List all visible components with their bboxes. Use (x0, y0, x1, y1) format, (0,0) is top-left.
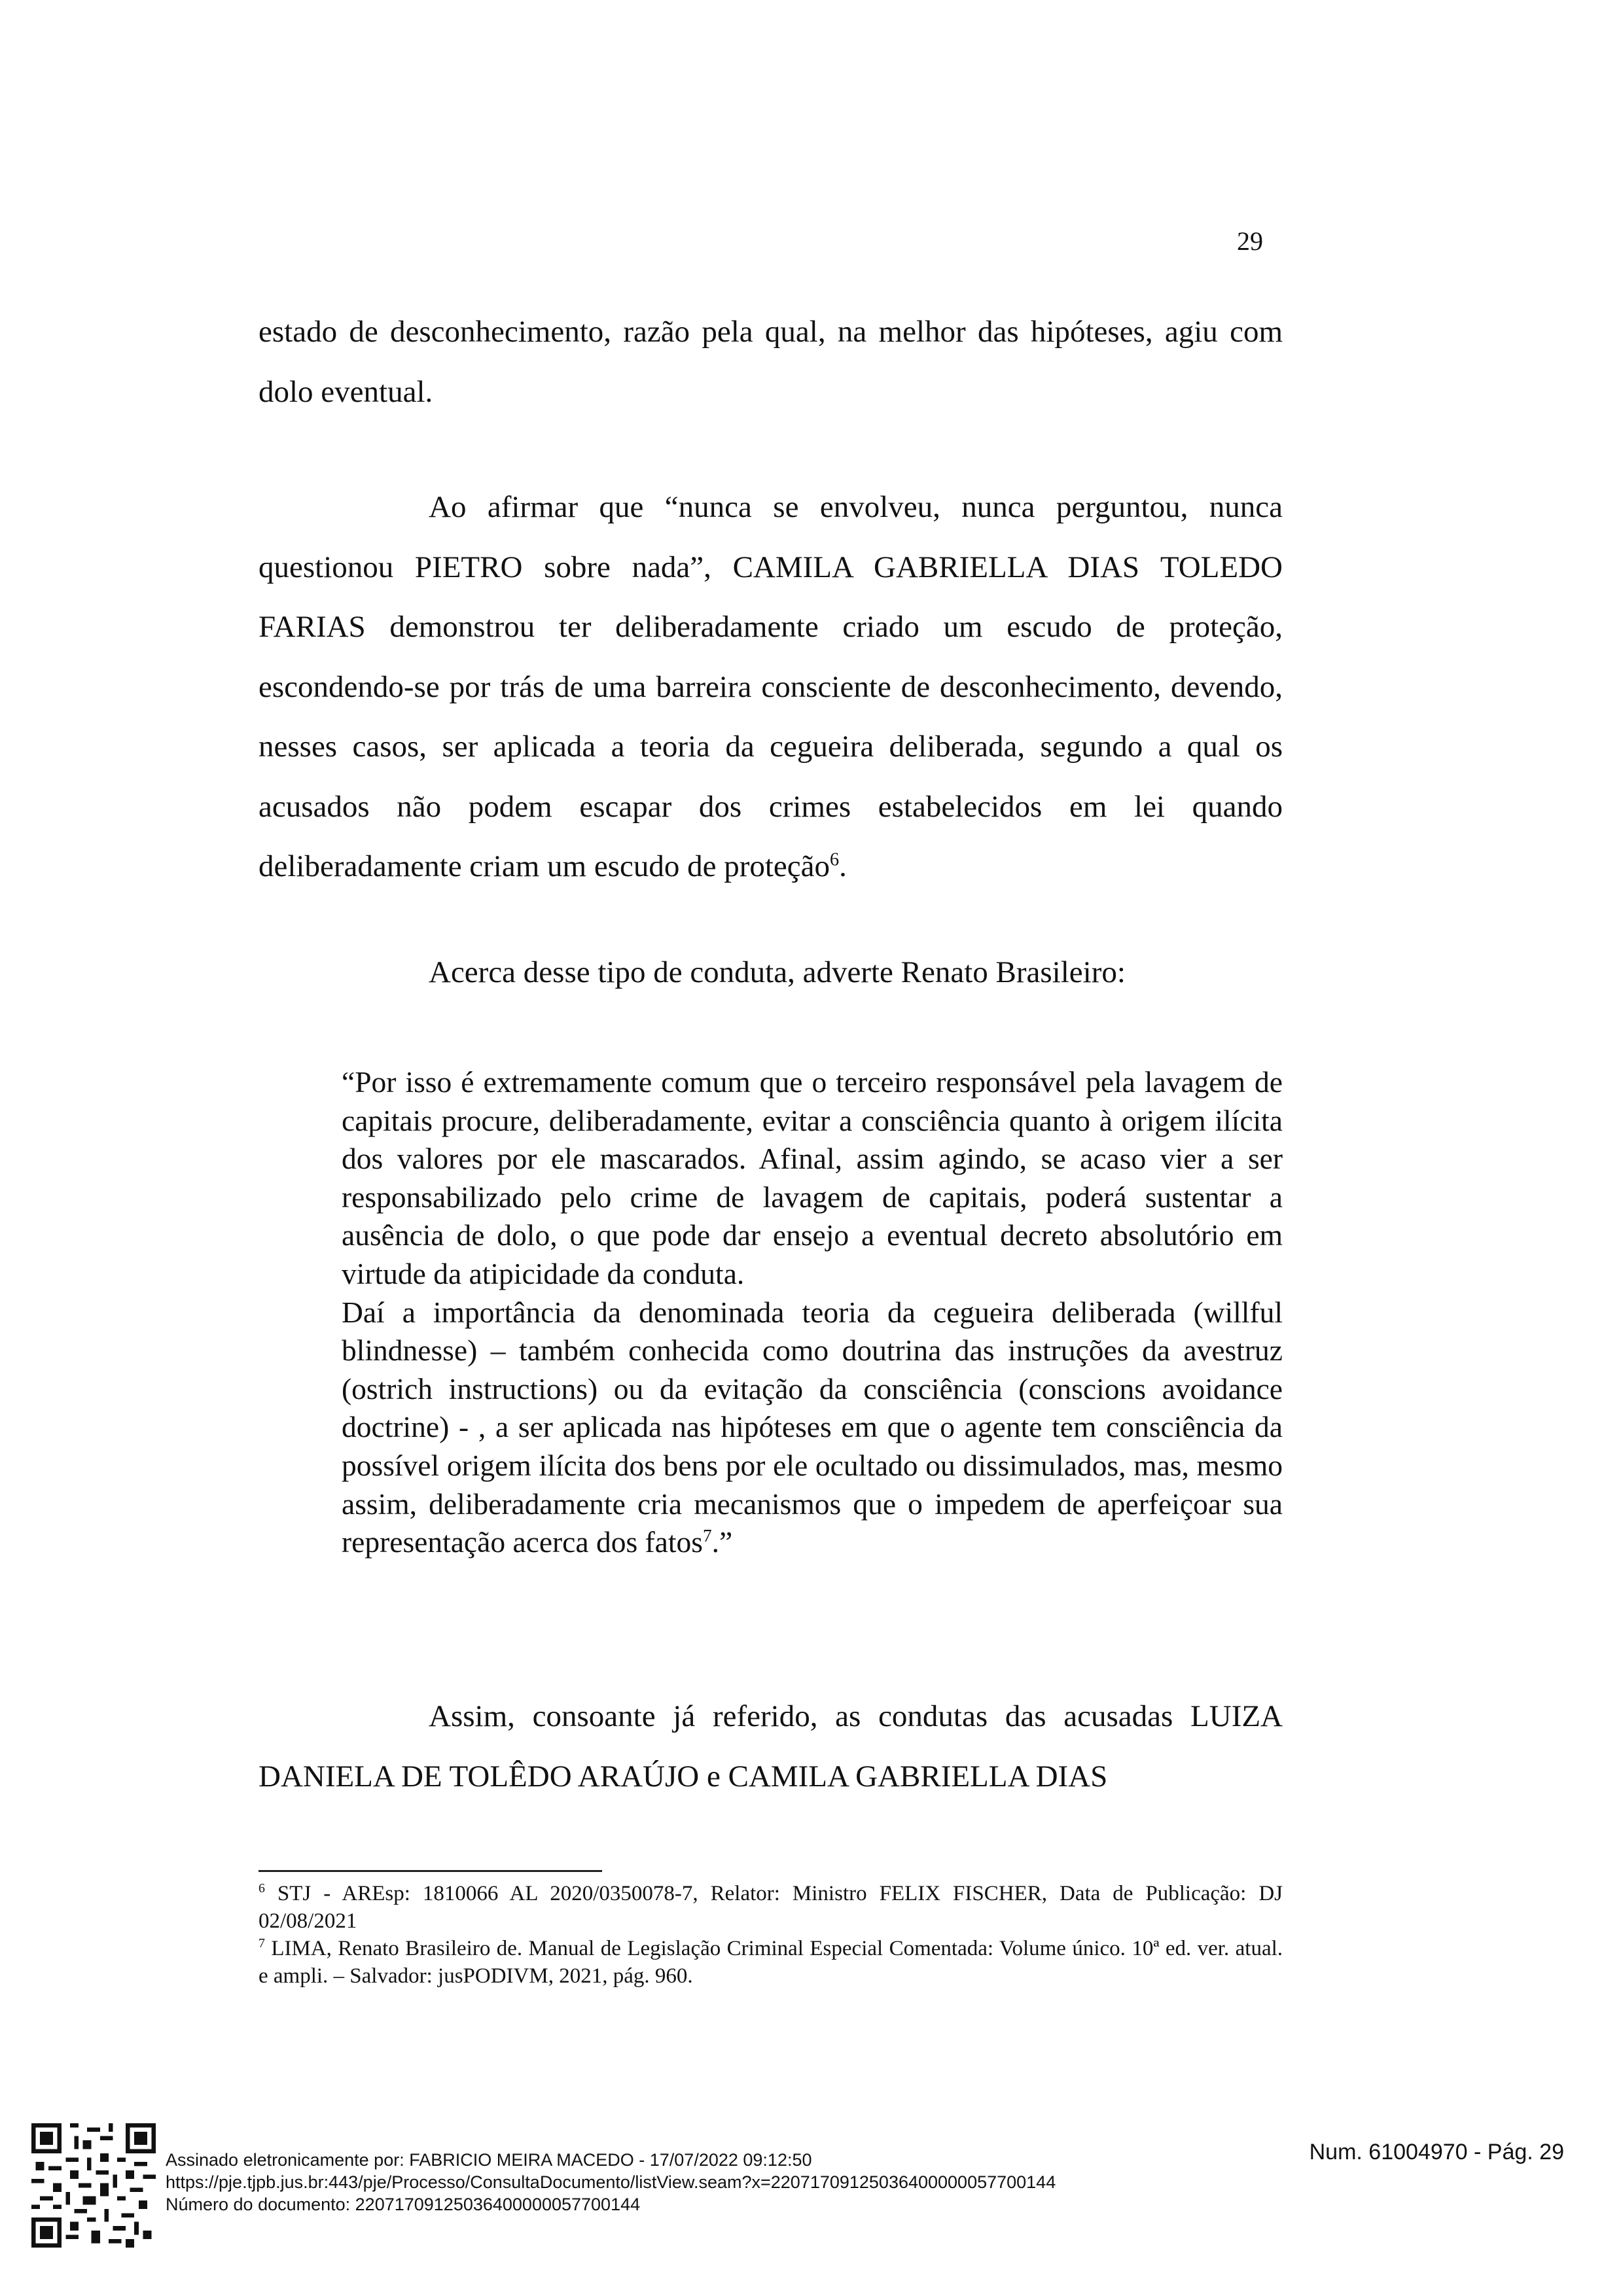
document-url[interactable]: https://pje.tjpb.jus.br:443/pje/Processo/ConsultaDocumento/listView.seam?x=22071709125036400000057700144 (166, 2172, 1056, 2192)
qr-code-icon[interactable] (31, 2123, 156, 2248)
footnote-6-text: STJ - AREsp: 1810066 AL 2020/0350078-7, Relator: Ministro FELIX FISCHER, Data de Publicação: DJ 02/08/2021 (259, 1882, 1283, 1933)
document-number: Número do documento: 22071709125036400000057700144 (166, 2195, 641, 2214)
paragraph-end: . (839, 849, 847, 883)
footnote-7-text: LIMA, Renato Brasileiro de. Manual de Legislação Criminal Especial Comentada: Volume único. 10ª ed. ver. atual. e ampli. – Salvador: jusPODIVM, 2021, pág. 960. (259, 1937, 1283, 1988)
footnote-ref-7[interactable]: 7 (702, 1525, 712, 1545)
footnote-7-marker: 7 (259, 1936, 265, 1951)
block-quote (342, 1063, 1283, 1562)
paragraph-continuation: estado de desconhecimento, razão pela qual, na melhor das hipóteses, agiu com dolo eventual. (259, 315, 1283, 409)
footnote-7 (259, 1935, 1283, 1990)
footnote-divider (259, 1870, 602, 1872)
footnote-6-marker: 6 (259, 1881, 265, 1896)
paragraph-conclusion: Assim, consoante já referido, as condutas das acusadas LUIZA DANIELA DE TOLÊDO ARAÚJO e CAMILA GABRIELLA DIAS (259, 1699, 1283, 1793)
paragraph-willful-blindness (259, 478, 1283, 897)
quote-paragraph-2 (342, 1294, 1283, 1562)
signature-line: Assinado eletronicamente por: FABRICIO MEIRA MACEDO - 17/07/2022 09:12:50 (166, 2150, 812, 2170)
quote-paragraph-1: “Por isso é extremamente comum que o terceiro responsável pela lavagem de capitais procure, deliberadamente, evitar a consciência quanto à origem ilícita dos valores por ele mascarados. Afinal, assim agindo, se acaso vier a ser responsabilizado pelo crime de lavagem de capitais, poderá sustentar a ausência de dolo, o que pode dar ensejo a eventual decreto absolutório em virtude da atipicidade da conduta. (342, 1065, 1283, 1290)
footnote-6 (259, 1880, 1283, 1935)
quote-end: .” (711, 1525, 733, 1559)
quote-text: Daí a importância da denominada teoria da cegueira deliberada (willful blindnesse) – também conhecida como doutrina das instruções da avestruz (ostrich instructions) ou da evitação da consciência (conscions avoidance doctrine) - , a ser aplicada nas hipóteses em que o agente tem consciência da possível origem ilícita dos bens por ele ocultado ou dissimulados, mas, mesmo assim, deliberadamente cria mecanismos que o impedem de aperfeiçoar sua representação acerca dos fatos (342, 1295, 1283, 1559)
page-number: 29 (1237, 226, 1263, 256)
paragraph-intro-quote: Acerca desse tipo de conduta, adverte Renato Brasileiro: (429, 955, 1126, 989)
num-page-label: Num. 61004970 - Pág. 29 (1309, 2140, 1564, 2164)
footnote-ref-6[interactable]: 6 (830, 849, 840, 870)
paragraph-text: Ao afirmar que “nunca se envolveu, nunca perguntou, nunca questionou PIETRO sobre nada”, CAMILA GABRIELLA DIAS TOLEDO FARIAS demonstrou ter deliberadamente criado um escudo de proteção, escondendo-se por trás de uma barreira consciente de desconhecimento, devendo, nesses casos, ser aplicada a teoria da cegueira deliberada, segundo a qual os acusados não podem escapar dos crimes estabelecidos em lei quando deliberadamente criam um escudo de proteção (259, 490, 1283, 883)
